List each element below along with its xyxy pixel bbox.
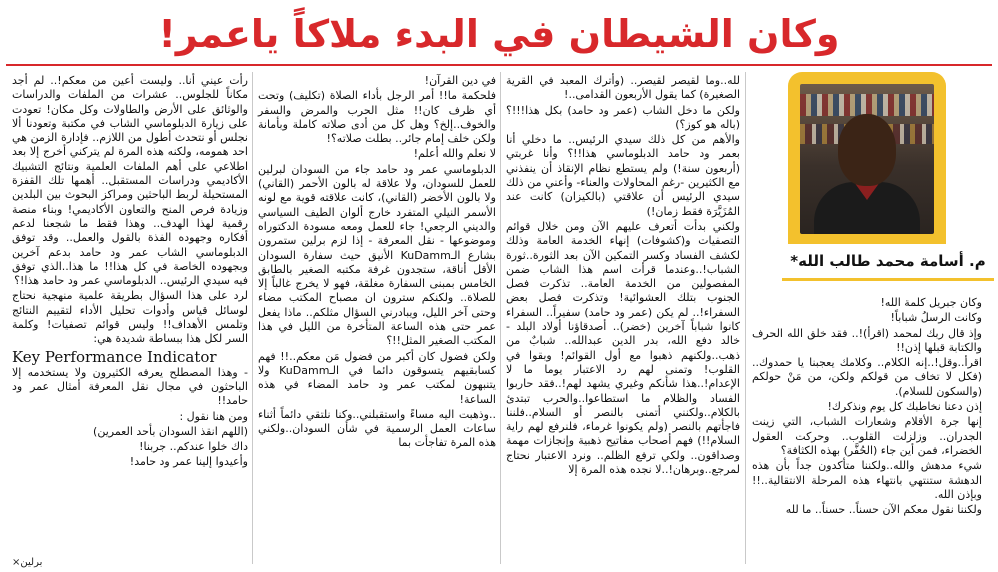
article-column-2 bbox=[506, 74, 740, 478]
column-divider bbox=[252, 72, 253, 564]
paragraph: لله..وما لقيصر لقيصر.. (وأترك المعبد في القرية الصغيرة) كما يقول الأربعون القدامى..! bbox=[506, 74, 740, 102]
paragraph: ولكننا نقول معكم الآن حسناً.. حسناً.. ما لله bbox=[785, 503, 982, 517]
headline: وكان الشيطان في البدء ملاكاً ياعمر! bbox=[158, 12, 840, 56]
paragraph: ولكني بدأت أتعرف عليهم الآن ومن خلال قوائم التصفيات و(كشوفات) إنهاء الخدمة العامة وذلك لكشف الفساد وكسر التمكين الآن بعد الثورة..ثورة الشباب!..وعندما قرأت اسم هذا الشاب ضمن المفصولين من الخدمة العامة.. تذكرت فصل الجنوب بتلك العشوائية! وتذكرت فصل بعض السفراء!.. لم يكن (عمر ود حامد) سفيراً.. السفراء كانوا شباباً آخرين (خضر).. أصدقاؤنا أولاد البلد - خالد دفع الله، بدر الدين عبدالله.. شبابٌ من ذهب..ولكنهم ذهبوا مع أول القوائم! وبقوا في القلوب! وتمنى لهم رد الاعتبار يوما ما لا الإعدام!..هذا شأنكم وغيري يشهد لهم!..فقد حاربوا الفساد والظلام ما استطاعوا..والحرب تبتدئ بالكلام..ولكنني أتمنى بالنصر أو السلام..فلننا فاجأتهم بالنصر (ولم يكونوا غرماء، فلنرفع لهم راية السلام!!) فهم أصحاب مفاتيح ذهبية وإنجازات مهمة وصداقون.. ولكي ترفع الظلم.. ونرد الاعتبار نحتاج لمرجع..وبرهان!..لا نجده هذه المرة إلا bbox=[506, 219, 740, 477]
paragraph: والأهم من كل ذلك سيدي الرئيس.. ما دخلي أنا بعمر ود حامد الدبلوماسي هذا!!؟ وأنا غربتي (أربعون سنة!) ولم يستطع نظام الإنقاذ أن ينفذني مع الكثيرين -رغم المحاولات والعناء- وأعني من ذلك سيدي الرئيس أن علاقتي (بالكيزان) كانت عند المُزَيَّرَة فقط زمان!) bbox=[506, 133, 740, 218]
author-name: م. أسامة محمد طالب الله* bbox=[790, 252, 986, 270]
paragraph: ومن هنا نقول : bbox=[179, 409, 248, 423]
paragraph: وكانت الرسلُ شباباً! bbox=[890, 311, 982, 325]
author-photo-frame bbox=[788, 72, 946, 244]
paragraph: داك خلوا عندكم.. جربنا! bbox=[139, 440, 248, 454]
paragraph: إنها جرة الأقلام وشعارات الشباب، التي زينت الجدران.. وزلزلت القلوب.. وحركت العقول الخضراء، فمن أين جاء (الحُفَّر) بهذه الكثافة؟ bbox=[752, 415, 982, 457]
photo-head bbox=[838, 114, 896, 186]
column-divider bbox=[745, 72, 746, 564]
paragraph: ولكن ما دخل الشاب (عمر ود حامد) بكل هذا!!!؟ (باله هو كوز؟) bbox=[506, 103, 740, 131]
paragraph: إذن دعنا نخاطبك كل يوم ونذكرك! bbox=[827, 400, 982, 414]
headline-rule bbox=[6, 64, 992, 66]
paragraph: رأت عيني أنا.. وليست أعين من معكم!.. لم أجد مكاناً للجلوس.. عشرات من الملفات والدراسات والوثائق على الأرض والطاولات وكل مكان! تعودت على زيارة الدبلوماسي الشاب في مكتبة وتعودنا ألا نجلس أو نتحدث أطول من اللازم.. فإدارة الزمن هي احد همومه، ولكنه هذه المرة لم يتركني أخرج إلا بعد اطلاعي على أهم الملفات العلمية ونتائج التشبيك الأكاديمي ودراسات المستقبل.. أهمها تلك القفزة المستحيلة لربط الباحثين ومراكز البحوث بين البلدين وزيادة فرص المنح والتعاون الأكاديمي! وبناء منصة رقمية لهذا الهدف.. وهذا فقط ما شجعنا لدعم أفكاره وجهوده الفذة بالقول والعمل.. وقد توفق الدبلوماسي الشاب عمر ود حامد بدعم آخرين وبجهوده الخاصة في كل هذا!! ما هذا..الذي توفق فيه سيدي الرئيس.. الدبلوماسي عمر ود حامد هذا!؟ bbox=[12, 74, 248, 288]
paragraph: لرد على هذا السؤال بطريقة علمية منهجية نحتاج لوسائل قياس وأدوات تحليل الأداء لتقييم النتائج وتلمس الأهداف!! وليس قوائم تصفيات! وكلمة السر لكل هذا ببساطة شديدة هي: bbox=[12, 289, 248, 346]
paragraph: الدبلوماسي عمر ود حامد جاء من السودان لبرلين للعمل للسودان، ولا علاقة له بالون الأحمر (القاني) ولا بالون الأخضر (القاني)، كانت علاقته قوية مع لونه الأسمر النيلي المتفرد خارج ألوان الطيف السياسي والديني الرجعي! جاء للعمل ومعه مسودة الدكتوراه وموضوعها - نقل المعرفة - إذا لزم برلين ستمرون بشارع الـKuDamm الأنيق حيث سفارة السودان الأقل أناقة، ستجدون غرفة مكتبه الصغير بالطابق الخامس بمبنى السفارة مغلقة، فهو لا يخرج غالباً إلا للصلاة.. ولكنكم سترون ان مصباح المكتب مضاء وحتى آخر الليل، ويبادرني السؤال مثلكم.. ماذا يفعل عمر حتى هذه الساعة المتأخرة من الليل في هذا المكتب الصغير المثل!!؟ bbox=[258, 162, 496, 348]
author-photo bbox=[800, 84, 934, 234]
paragraph: ولكن فضول كان أكبر من فضول مَن معكم..!! فهم كسابقيهم يتسوقون دائما في الـKuDamm ولا يتنبهون لمكتب عمر ود حامد المضاء في هذه الساعة! bbox=[258, 349, 497, 406]
kpi-term: Key Performance Indicator bbox=[12, 347, 217, 366]
paragraph: وكان جبريل كلمة الله! bbox=[880, 296, 982, 309]
paragraph: - وهذا المصطلح يعرفه الكثيرون ولا يستخدمه إلا الباحثون في مجال نقل المعرفة أمثال عمر ود حامد!! bbox=[12, 365, 248, 408]
article-column-1 bbox=[752, 296, 982, 518]
paragraph: فلحكمة ما!! أمر الرجل بأداء الصلاة (تكليف) وتحت أي ظرف كان!! مثل الحرب والمرض والسفر والخوف..إلخ؟ وهل كل من أدى صلاته كاملة وبأمانة ولكن خلف إمام جائر.. بطلت صلاته؟! bbox=[258, 89, 496, 146]
article-column-3 bbox=[258, 74, 496, 452]
column-divider bbox=[500, 72, 501, 564]
byline-credit: ×برلين bbox=[12, 557, 43, 568]
paragraph: اقرأ..وقل!..إنه الكلام.. وكلامك يعجبنا يا حمدوك.. (فكل لا تخاف من قولكم ولكن، من مَنْ حولكم (والسكون للسلام). bbox=[752, 356, 982, 398]
bookshelf bbox=[800, 94, 934, 116]
paragraph: شيء مدهش والله..ولكننا متأكدون جداً بأن هذه الدهشة ستنتهي بانتهاء هذه المرحلة الانتقالية..!! وبإذن الله. bbox=[752, 459, 982, 501]
paragraph: وأعيدوا إلينا عمر ود حامد! bbox=[129, 455, 248, 469]
paragraph: لا نعلم والله أعلم! bbox=[413, 147, 496, 161]
paragraph: ..وذهبت اليه مساءً واستقبلني..وكنا نلتقي دائماً أثناء ساعات العمل الرسمية في شأن السودان..ولكني هذه المرة تفاجأت بما bbox=[258, 407, 496, 450]
paragraph: وإذ قال ربك لمحمد (اقرأ)!.. فقد خلق الله الحرف والكتابة قبلها إذن!! bbox=[752, 326, 982, 354]
paragraph: (اللهم انقذ السودان بأحد العمرين) bbox=[93, 424, 248, 438]
paragraph: في دين القرآن! bbox=[424, 74, 496, 87]
article-column-4 bbox=[12, 74, 248, 471]
